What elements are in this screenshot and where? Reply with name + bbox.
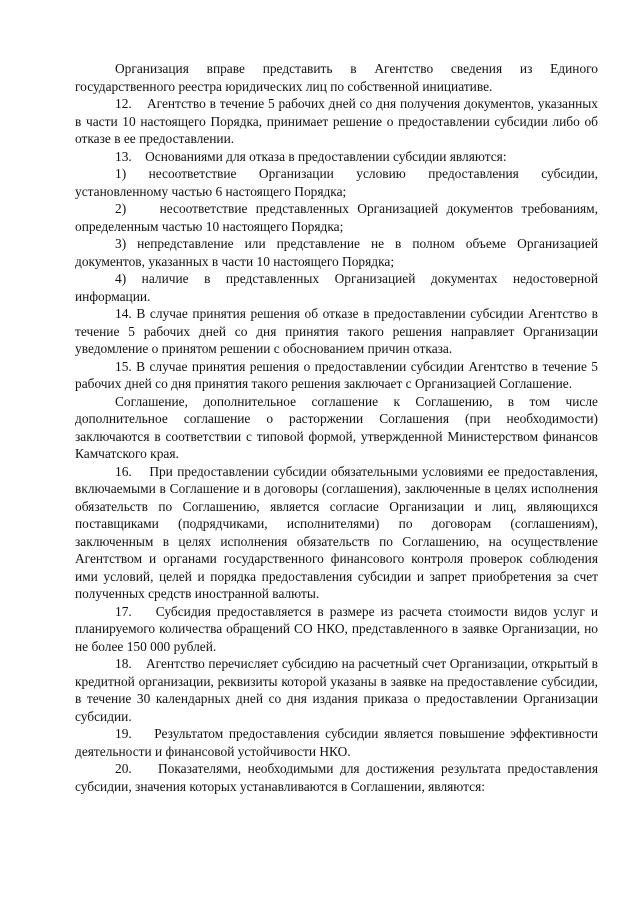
paragraph-13: 13. Основаниями для отказа в предоставлении субсидии являются: xyxy=(115,148,507,164)
paragraph-19: 19. Результатом предоставления субсидии является повышение эффективности деятельности и финансовой устойчивости НКО. xyxy=(75,726,598,759)
paragraph-18: 18. Агентство перечисляет субсидию на расчетный счет Организации, открытый в кредитной организации, реквизиты которой указаны в заявке на предоставление субсидии, в течение 30 календарных дней со дня издания приказа о предоставлении Организации субсидии. xyxy=(75,656,598,724)
paragraph-13-item-4: 4) наличие в представленных Организацией документах недостоверной информации. xyxy=(75,271,598,304)
paragraph-16: 16. При предоставлении субсидии обязательными условиями ее предоставления, включаемыми в Соглашение и в договоры (соглашения), заключенные в целях исполнения обязательств по Соглашению, является согласие Организации и лиц, являющихся поставщиками (подрядчиками, исполнителями) по договорам (соглашениям), заключенным в целях исполнения обязательств по Соглашению, на осуществление Агентством и органами государственного финансового контроля проверок соблюдения ими условий, целей и порядка предоставления субсидии и запрет приобретения за счет полученных средств иностранной валюты. xyxy=(75,463,598,601)
paragraph-17: 17. Субсидия предоставляется в размере из расчета стоимости видов услуг и планируемого количества обращений СО НКО, представленного в заявке Организации, но не более 150 000 рублей. xyxy=(75,603,598,654)
paragraph-12: 12. Агентство в течение 5 рабочих дней со дня получения документов, указанных в части 10 настоящего Порядка, принимает решение о предоставлении субсидии либо об отказе в ее предоставлении. xyxy=(75,96,598,146)
paragraph-13-item-2: 2) несоответствие представленных Организацией документов требованиям, определенным частью 10 настоящего Порядка; xyxy=(75,201,598,234)
paragraph-13-item-1: 1) несоответствие Организации условию предоставления субсидии, установленному частью 6 настоящего Порядка; xyxy=(75,166,598,199)
paragraph-15-agreement: Соглашение, дополнительное соглашение к Соглашению, в том числе дополнительное соглашение о расторжении Соглашения (при необходимости) заключаются в соответствии с типовой формой, утвержденной Министерством финансов Камчатского края. xyxy=(75,393,598,461)
paragraph-20: 20. Показателями, необходимыми для достижения результата предоставления субсидии, значения которых устанавливаются в Соглашении, являются: xyxy=(75,761,598,794)
paragraph-14: 14. В случае принятия решения об отказе в предоставлении субсидии Агентство в течение 5 рабочих дней со дня принятия такого решения направляет Организации уведомление о принятом решении с обоснованием причин отказа. xyxy=(75,306,598,356)
paragraph-intro: Организация вправе представить в Агентство сведения из Единого государственного реестра юридических лиц по собственной инициативе. xyxy=(75,61,598,94)
paragraph-13-item-3: 3) непредставление или представление не в полном объеме Организацией документов, указанных в части 10 настоящего Порядка; xyxy=(75,236,598,269)
paragraph-15: 15. В случае принятия решения о предоставлении субсидии Агентство в течение 5 рабочих дней со дня принятия такого решения заключает с Организацией Соглашение. xyxy=(75,358,598,391)
